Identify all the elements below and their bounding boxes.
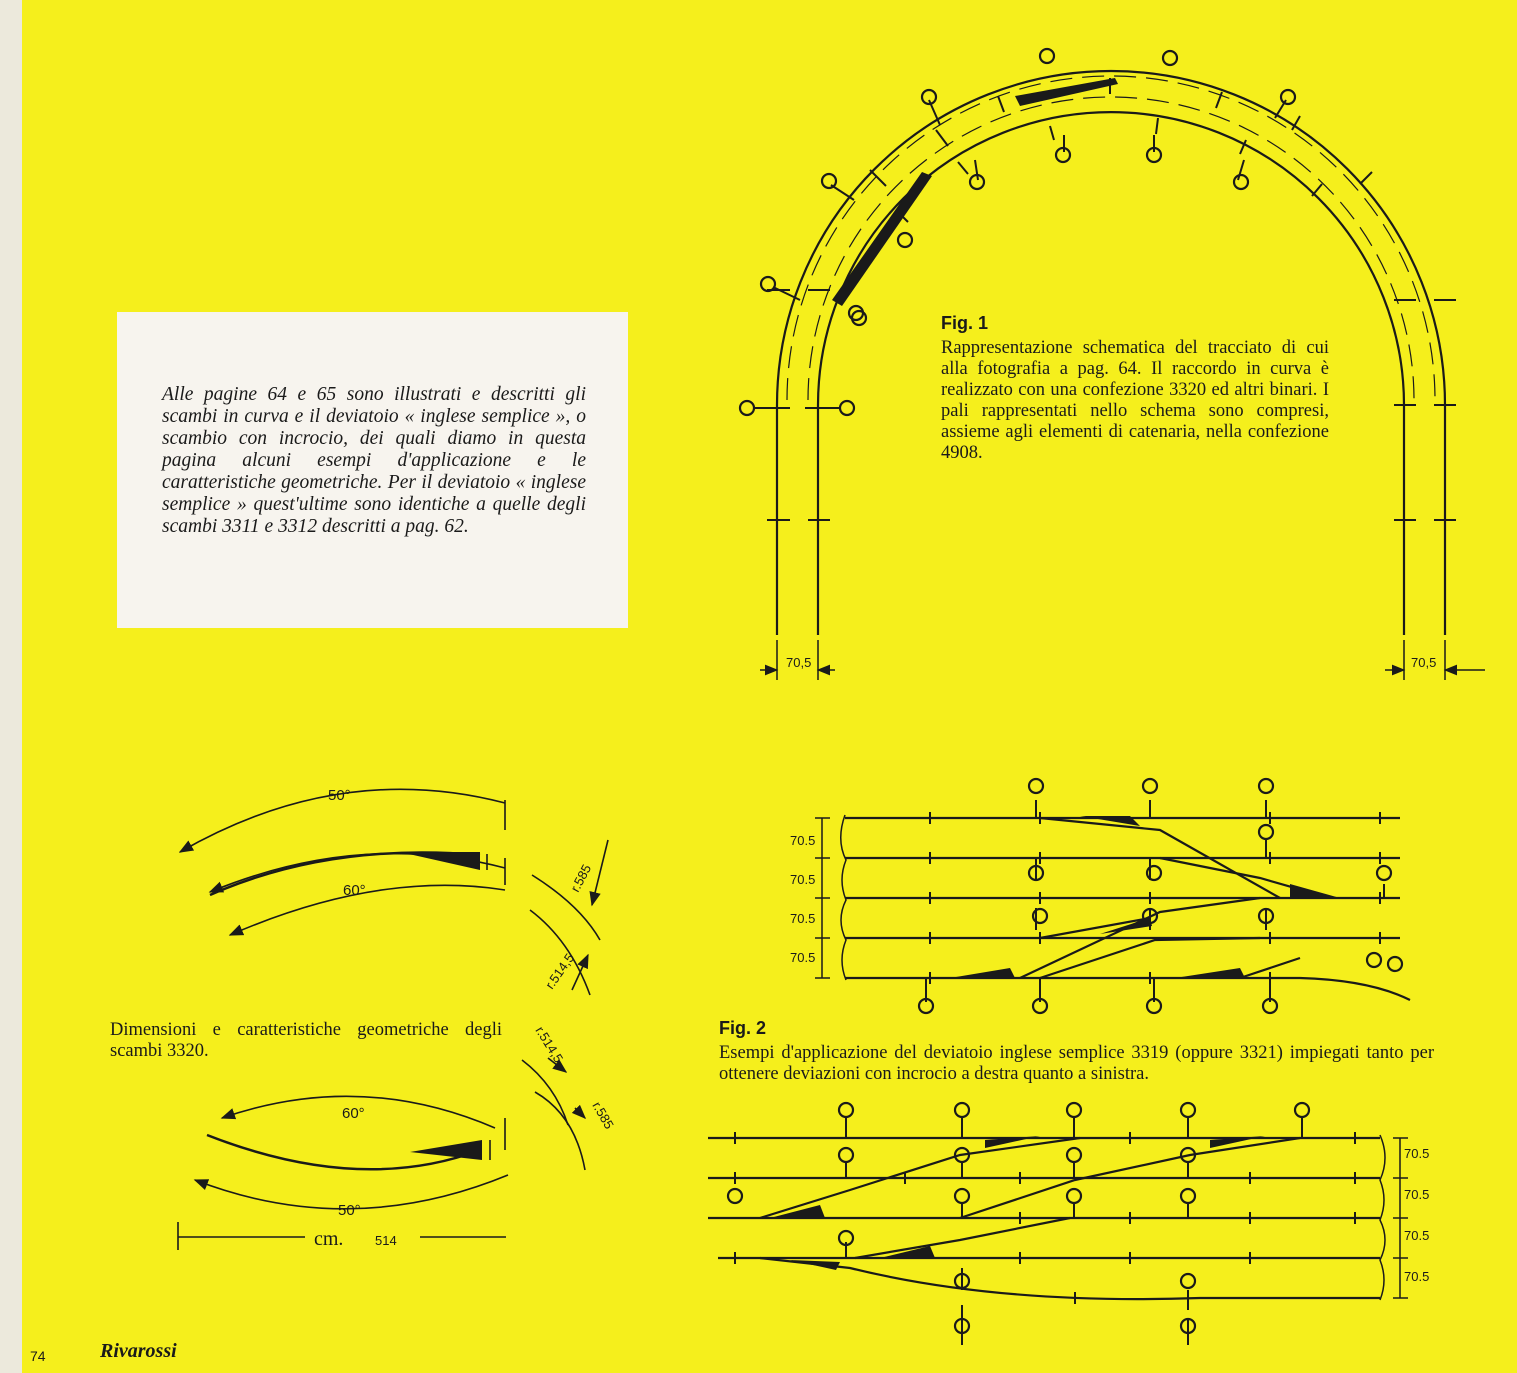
- switch-dimensions-caption: Dimensioni e caratteristiche geometriche degli scambi 3320.: [110, 1020, 502, 1061]
- lower-outer-radius: r.514,5: [532, 1023, 567, 1066]
- upper-inner-angle: 60°: [343, 882, 366, 899]
- spacing-label: 70.5: [1404, 1146, 1430, 1161]
- fig1-gauge-left: 70,5: [786, 655, 812, 670]
- spacing-label: 70.5: [790, 911, 816, 926]
- lower-inner-angle: 50°: [338, 1202, 361, 1219]
- fig2-lower-spacing-labels: [1404, 1146, 1429, 1284]
- spacing-label: 70.5: [790, 950, 816, 965]
- upper-inner-radius: r.514,5: [542, 950, 578, 992]
- fig2-label: Fig. 2: [719, 1018, 767, 1038]
- switch-3320-upper: [180, 789, 505, 935]
- fig2-lower-ticks: [735, 1118, 1355, 1345]
- spacing-label: 70.5: [790, 833, 816, 848]
- lower-inner-radius: r.585: [589, 1099, 617, 1132]
- fig2-lower-layout: [708, 1103, 1408, 1345]
- fig1-gauge-right: 70,5: [1411, 655, 1437, 670]
- spacing-label: 70.5: [1404, 1269, 1430, 1284]
- fig1-switch-wedges: [832, 78, 1118, 306]
- lower-outer-angle: 60°: [342, 1105, 365, 1122]
- length-unit: cm.: [314, 1228, 344, 1250]
- fig1-caption: Rappresentazione schematica del tracciato di cui alla fotografia a pag. 64. Il raccordo in curva è realizzato con una confezione 3320 ed altri binari. I pali rappresentati nello schema sono compresi, assieme agli elementi di catenaria, nella confezione 4908.: [941, 338, 1329, 463]
- fig2-caption-block: [719, 1018, 1434, 1085]
- intro-text-box: Alle pagine 64 e 65 sono illustrati e descritti gli scambi in curva e il deviatoio « inglese semplice », o scambio con incrocio, dei quali diamo in questa pagina alcuni esempi d'applicazione e le caratteristiche geometriche. Per il deviatoio « inglese semplice » quest'ultime sono identiche a quelle degli scambi 3311 e 3312 descritti a pag. 62.: [117, 312, 628, 628]
- spacing-label: 70.5: [1404, 1187, 1430, 1202]
- spacing-label: 70.5: [1404, 1228, 1430, 1243]
- switch-3320-upper-radii: [530, 840, 608, 995]
- fig2-upper-layout: [815, 779, 1410, 1013]
- spacing-label: 70.5: [790, 872, 816, 887]
- length-value: 514: [375, 1233, 397, 1248]
- upper-outer-radius: r.585: [567, 861, 595, 895]
- fig2-upper-dimension-line: [815, 815, 846, 980]
- page-number: 74: [30, 1348, 46, 1364]
- fig1-label: Fig. 1: [941, 313, 989, 333]
- fig2-caption: Esempi d'applicazione del deviatoio inglese semplice 3319 (oppure 3321) impiegati tanto per ottenere deviazioni con incrocio a destra quanto a sinistra.: [719, 1043, 1434, 1084]
- brand-logo: Rivarossi: [100, 1340, 177, 1362]
- upper-outer-angle: 50°: [328, 787, 351, 804]
- switch-3320-lower-radii: [522, 1058, 585, 1170]
- fig2-upper-spacing-labels: [790, 833, 815, 965]
- fig2-lower-tracks: [708, 1138, 1380, 1299]
- fig1-caption-block: [941, 313, 1329, 464]
